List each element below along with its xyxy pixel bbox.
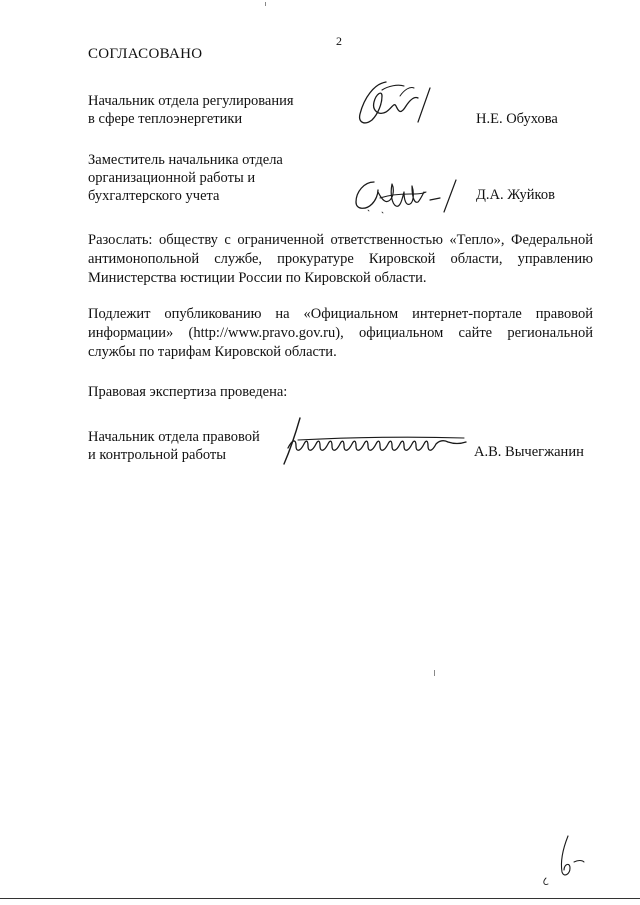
approval-2-name: Д.А. Жуйков — [476, 187, 555, 203]
signature-zhuikov — [352, 170, 462, 216]
page-number: 2 — [336, 34, 342, 48]
legal-review-name: А.В. Вычегжанин — [474, 444, 584, 460]
signature-obukhova — [352, 76, 442, 128]
legal-review-position-line-1: Начальник отдела правовой — [88, 429, 260, 445]
legal-review-position-line-2: и контрольной работы — [88, 447, 226, 463]
signature-vychegzhanin — [278, 410, 478, 470]
legal-review-position — [88, 428, 260, 464]
approval-heading: СОГЛАСОВАНО — [88, 46, 203, 62]
approval-2-position — [88, 151, 283, 205]
approval-1-position-line-1: Начальник отдела регулирования — [88, 93, 294, 109]
approval-1-position — [88, 92, 294, 128]
publication-paragraph: Подлежит опубликованию на «Официальном интернет-портале правовой информации» (http://www.pravo.gov.ru), официальном сайте региональной службы по тарифам Кировской области. — [88, 306, 593, 360]
footer-rule — [0, 898, 640, 899]
initials-mark — [538, 832, 588, 890]
approval-2-position-line-2: организационной работы и — [88, 170, 256, 186]
approval-1-position-line-2: в сфере теплоэнергетики — [88, 111, 243, 127]
scan-speck — [434, 670, 435, 676]
approval-2-position-line-1: Заместитель начальника отдела — [88, 152, 283, 168]
approval-2-position-line-3: бухгалтерского учета — [88, 188, 220, 204]
scan-speck — [265, 2, 266, 6]
distribution-paragraph: Разослать: обществу с ограниченной ответственностью «Тепло», Федеральной антимонопольной службе, прокуратуре Кировской области, управлению Министерства юстиции России по Кировской области. — [88, 232, 593, 286]
approval-1-name: Н.Е. Обухова — [476, 111, 558, 127]
legal-review-statement: Правовая экспертиза проведена: — [88, 384, 288, 400]
